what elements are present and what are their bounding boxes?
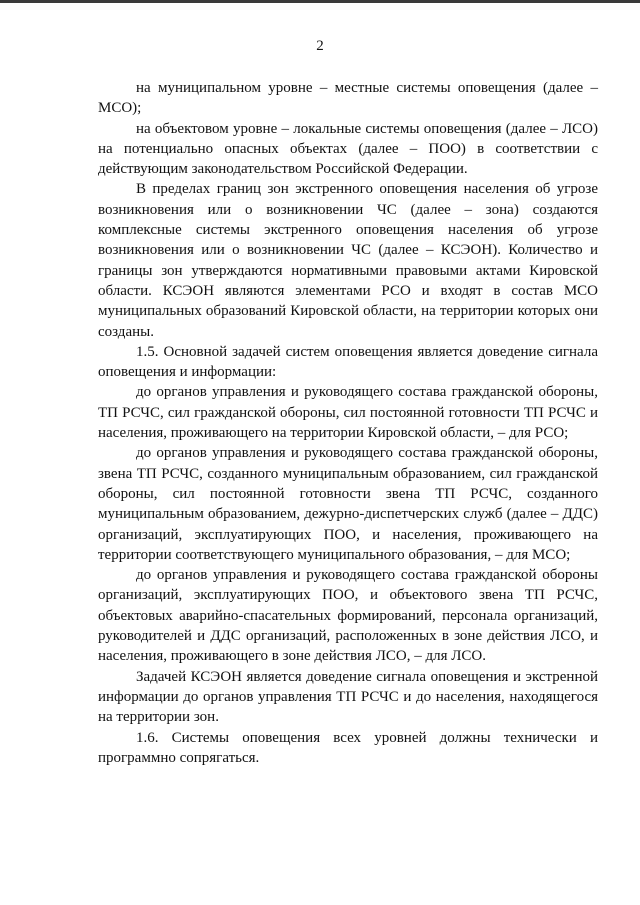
paragraph-section-1-6: 1.6. Системы оповещения всех уровней должны технически и программно сопрягаться.	[98, 729, 598, 766]
paragraph-lso-target: до органов управления и руководящего состава гражданской обороны организаций, эксплуатирующих ПОО, и объектового звена ТП РСЧС, объектовых аварийно-спасательных формирований, персонала организаций, руководителей и ДДС организаций, расположенных в зоне действия ЛСО, и населения, проживающего в зоне действия ЛСО, – для ЛСО.	[98, 567, 598, 665]
document-body	[98, 78, 598, 768]
paragraph-mso: на муниципальном уровне – местные системы оповещения (далее – МСО);	[98, 80, 598, 117]
paragraph-ksaon-task: Задачей КСЭОН является доведение сигнала оповещения и экстренной информации до органов управления ТП РСЧС и до населения, находящегося на территории зон.	[98, 668, 598, 726]
page-number: 2	[316, 38, 324, 54]
paragraph-ksaon: В пределах границ зон экстренного оповещения населения об угрозе возникновения или о возникновении ЧС (далее – зона) создаются комплексные системы экстренного оповещения населения об угрозе возникновения или о возникновении ЧС (далее – КСЭОН). Количество и границы зон утверждаются нормативными правовыми актами Кировской области. КСЭОН являются элементами РСО и входят в состав МСО муниципальных образований Кировской области, на территории которых они созданы.	[98, 181, 598, 340]
paragraph-lso: на объектовом уровне – локальные системы оповещения (далее – ЛСО) на потенциально опасных объектах (далее – ПОО) в соответствии с действующим законодательством Российской Федерации.	[98, 120, 598, 178]
page-top-border	[0, 0, 640, 3]
paragraph-section-1-5: 1.5. Основной задачей систем оповещения является доведение сигнала оповещения и информации:	[98, 343, 598, 381]
paragraph-rso-target: до органов управления и руководящего состава гражданской обороны, ТП РСЧС, сил гражданской обороны, сил постоянной готовности ТП РСЧС и населения, проживающего на территории Кировской области, – для РСО;	[98, 384, 598, 442]
paragraph-mso-target: до органов управления и руководящего состава гражданской обороны, звена ТП РСЧС, созданного муниципальным образованием, сил гражданской обороны, сил постоянной готовности звена ТП РСЧС, созданного муниципальным образованием, дежурно-диспетчерских служб (далее – ДДС) организаций, эксплуатирующих ПОО, и населения, проживающего на территории соответствующего муниципального образования, – для МСО;	[98, 445, 598, 563]
